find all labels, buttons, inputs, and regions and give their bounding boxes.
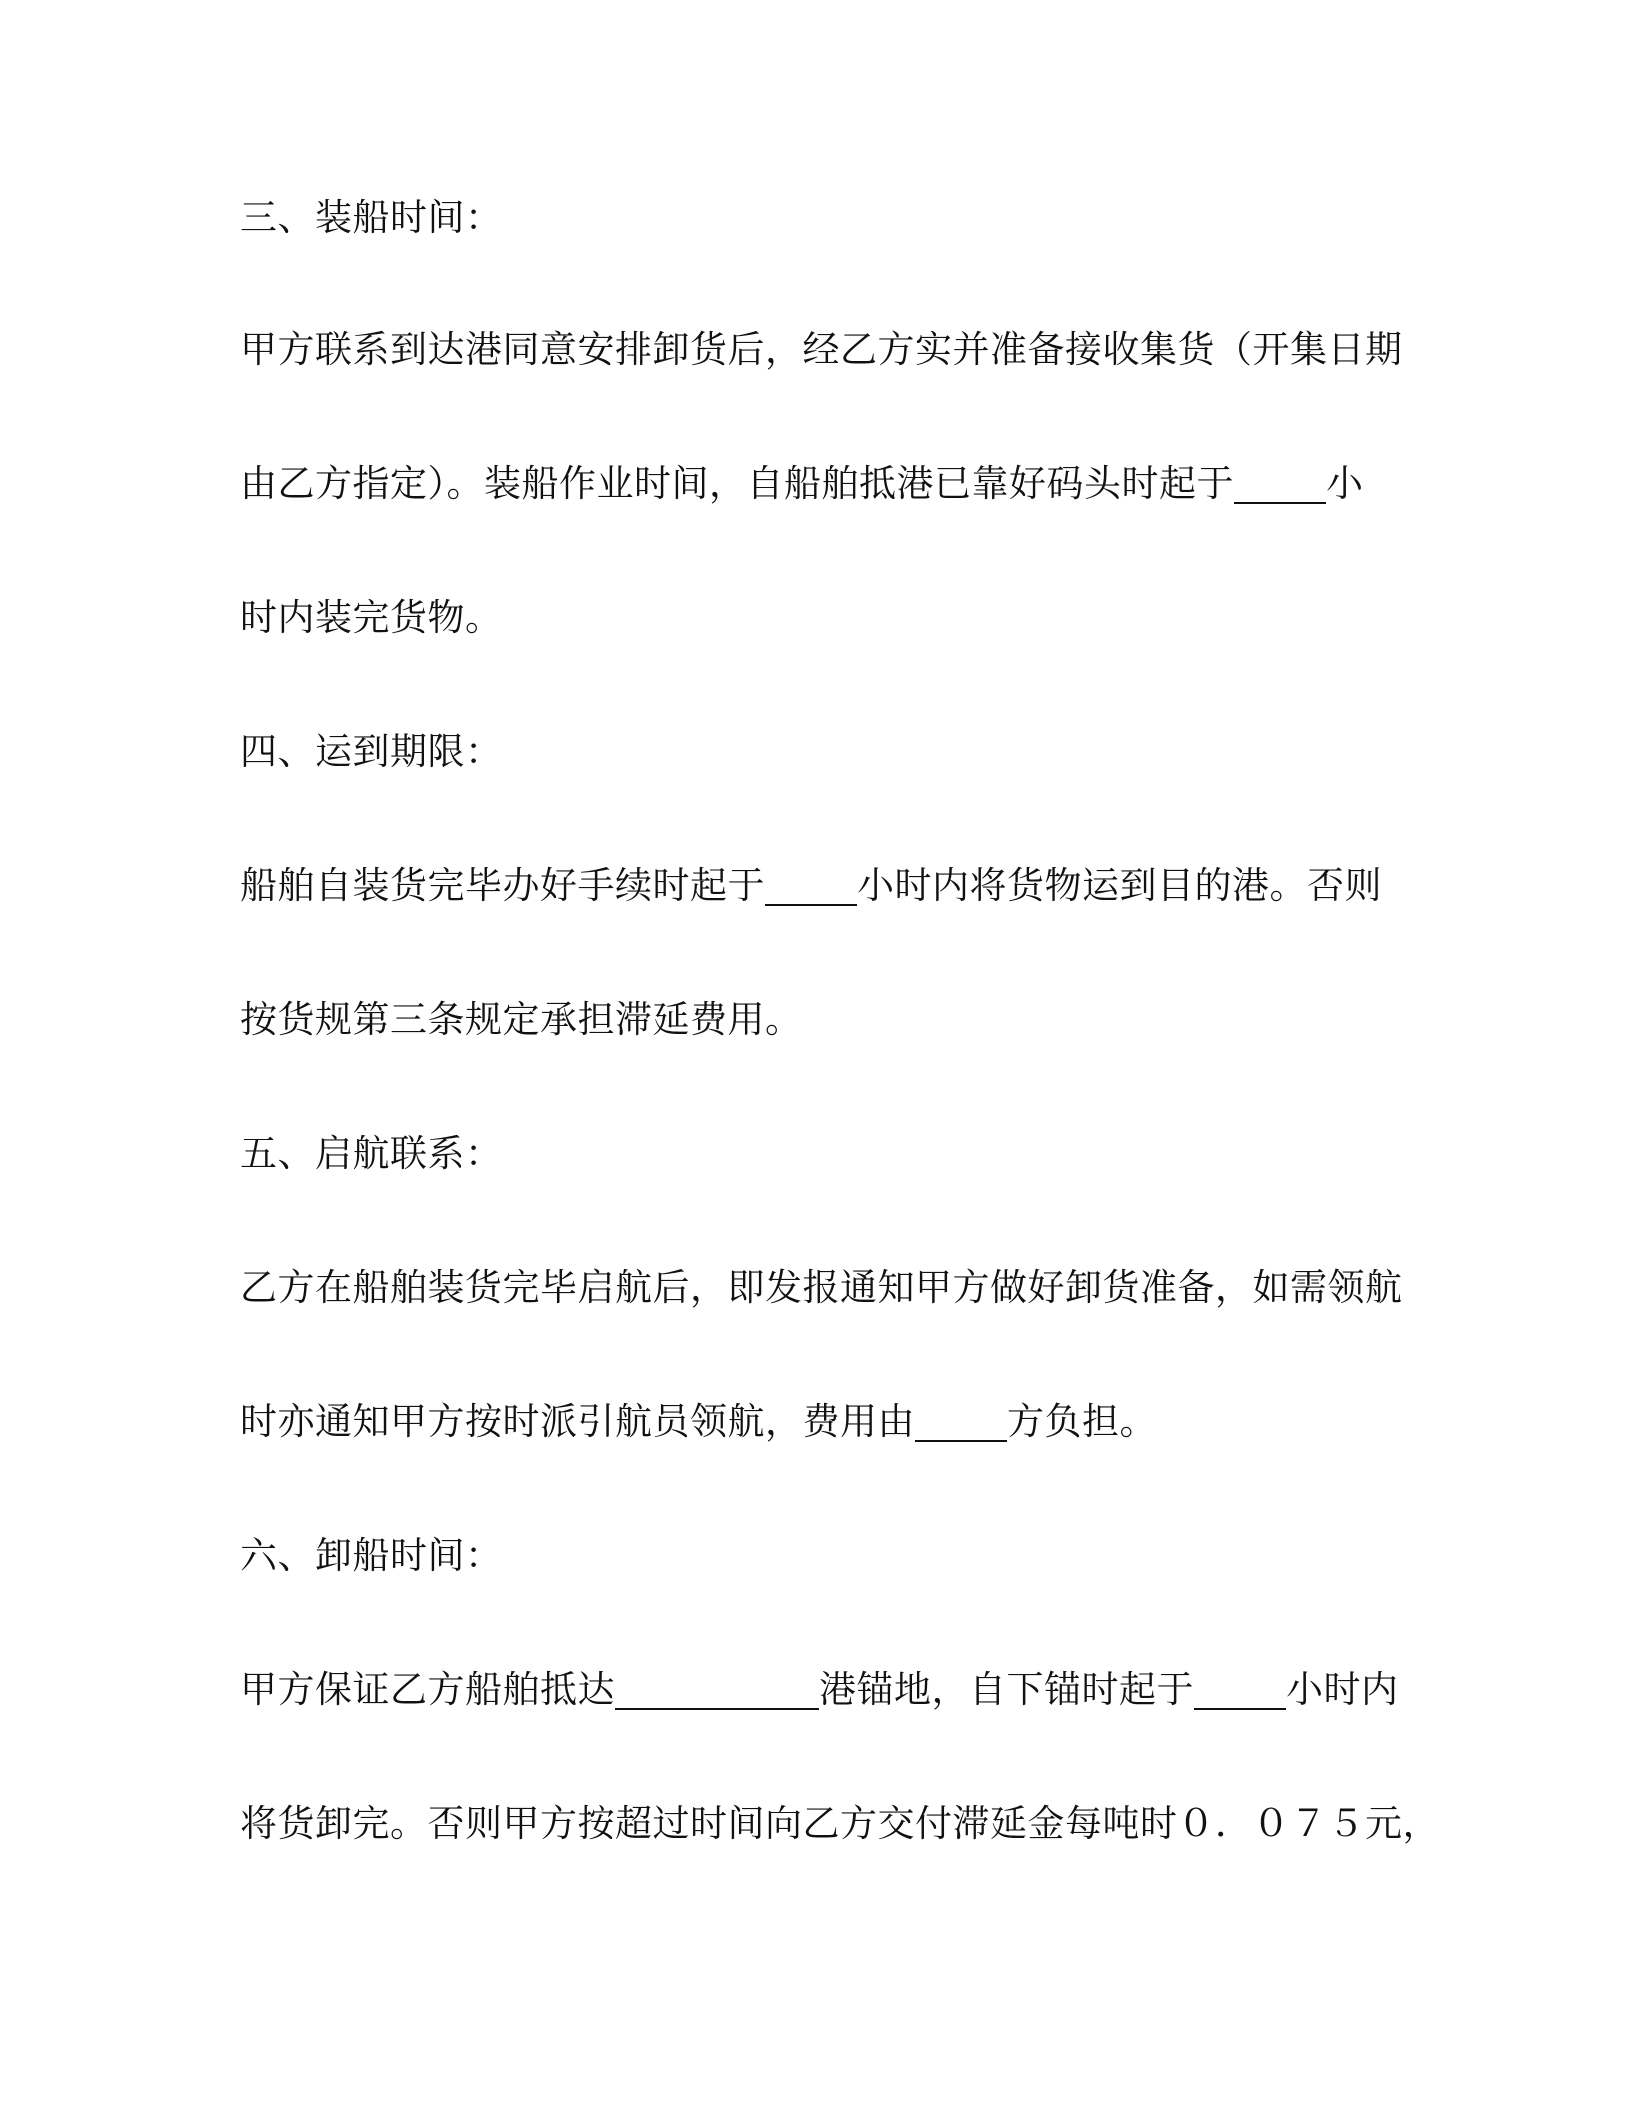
fill-in-blank-party[interactable] — [915, 1404, 1007, 1442]
paragraph-line — [240, 998, 803, 1042]
paragraph-text: 时亦通知甲方按时派引航员领航，费用由 — [240, 1400, 915, 1443]
section-heading-delivery-period — [240, 730, 503, 774]
paragraph-line — [240, 1802, 1440, 1846]
paragraph-line — [240, 1400, 1157, 1444]
fill-in-blank-hours[interactable] — [765, 868, 857, 906]
heading-text: 六、卸船时间： — [240, 1534, 503, 1577]
section-heading-loading-time — [240, 196, 503, 240]
fill-in-blank-hours[interactable] — [1234, 466, 1326, 504]
heading-text: 三、装船时间： — [240, 196, 503, 239]
paragraph-text: 小时内将货物运到目的港。否则 — [857, 864, 1382, 907]
paragraph-text: 由乙方指定）。装船作业时间，自船舶抵港已靠好码头时起于 — [240, 462, 1234, 505]
paragraph-line — [240, 596, 503, 640]
paragraph-text: 港锚地，自下锚时起于 — [819, 1668, 1194, 1711]
paragraph-text: 方负担。 — [1007, 1400, 1157, 1443]
heading-text: 五、启航联系： — [240, 1132, 503, 1175]
fill-in-blank-hours[interactable] — [1194, 1672, 1286, 1710]
heading-text: 四、运到期限： — [240, 730, 503, 773]
paragraph-text: 将货卸完。否则甲方按超过时间向乙方交付滞延金每吨时０．０７５元， — [240, 1802, 1440, 1845]
fill-in-blank-port[interactable] — [615, 1672, 819, 1710]
paragraph-line — [240, 864, 1382, 908]
section-heading-unloading-time — [240, 1534, 503, 1578]
paragraph-text: 乙方在船舶装货完毕启航后，即发报通知甲方做好卸货准备，如需领航 — [240, 1266, 1403, 1309]
section-heading-departure-contact — [240, 1132, 503, 1176]
paragraph-line — [240, 1266, 1403, 1310]
paragraph-text: 小 — [1326, 462, 1364, 505]
paragraph-line — [240, 1668, 1399, 1712]
paragraph-text: 甲方联系到达港同意安排卸货后，经乙方实并准备接收集货（开集日期 — [240, 328, 1403, 371]
paragraph-text: 按货规第三条规定承担滞延费用。 — [240, 998, 803, 1041]
paragraph-text: 甲方保证乙方船舶抵达 — [240, 1668, 615, 1711]
paragraph-line — [240, 462, 1364, 506]
paragraph-text: 时内装完货物。 — [240, 596, 503, 639]
paragraph-text: 船舶自装货完毕办好手续时起于 — [240, 864, 765, 907]
paragraph-line — [240, 328, 1403, 372]
paragraph-text: 小时内 — [1286, 1668, 1399, 1711]
